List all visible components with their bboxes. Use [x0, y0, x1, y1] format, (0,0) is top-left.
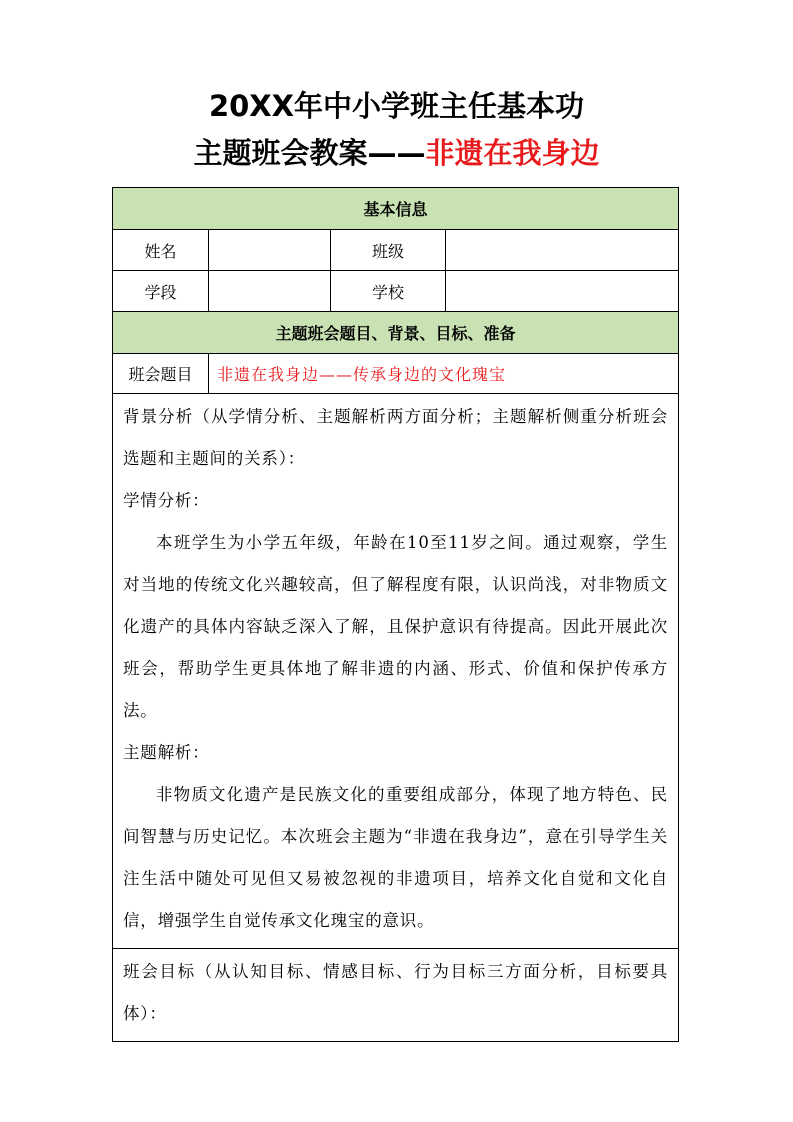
- topic-label: 班会题目: [113, 354, 209, 394]
- background-analysis-cell: [113, 394, 679, 949]
- topic-value: 非遗在我身边——传承身边的文化瑰宝: [209, 354, 679, 394]
- theme-analysis-text: 非物质文化遗产是民族文化的重要组成部分，体现了地方特色、民间智慧与历史记忆。本次班会主题为“非遗在我身边”，意在引导学生关注生活中随处可见但又易被忽视的非遗项目，培养文化自觉和文化自信，增强学生自觉传承文化瑰宝的意识。: [123, 785, 669, 930]
- name-value-cell[interactable]: [209, 230, 331, 271]
- student-analysis-text: 本班学生为小学五年级，年龄在10至11岁之间。通过观察，学生对当地的传统文化兴趣较高，但了解程度有限，认识尚浅，对非物质文化遗产的具体内容缺乏深入了解，且保护意识有待提高。因此开展此次班会，帮助学生更具体地了解非遗的内涵、形式、价值和保护传承方法。: [123, 533, 669, 720]
- class-label: 班级: [331, 230, 446, 271]
- document-title-line1: 20XX年中小学班主任基本功: [208, 89, 585, 123]
- background-heading: 背景分析（从学情分析、主题解析两方面分析；主题解析侧重分析班会选题和主题间的关系）：: [123, 407, 669, 468]
- stage-label: 学段: [113, 271, 209, 312]
- document-title-line2: [0, 133, 793, 173]
- goals-heading: 班会目标（从认知目标、情感目标、行为目标三方面分析，目标要具体）：: [123, 962, 669, 1023]
- title-prefix: 主题班会教案——: [193, 136, 426, 170]
- title-theme-highlight: 非遗在我身边: [425, 136, 600, 170]
- lesson-plan-table: [112, 187, 679, 1042]
- section-header-basic-info: 基本信息: [113, 188, 679, 230]
- section-header-topic-background: 主题班会题目、背景、目标、准备: [113, 312, 679, 354]
- theme-analysis-heading: 主题解析：: [123, 743, 210, 762]
- school-label: 学校: [331, 271, 446, 312]
- class-value-cell[interactable]: [446, 230, 679, 271]
- name-label: 姓名: [113, 230, 209, 271]
- school-value-cell[interactable]: [446, 271, 679, 312]
- stage-value-cell[interactable]: [209, 271, 331, 312]
- student-analysis-heading: 学情分析：: [123, 491, 210, 510]
- goals-cell: [113, 949, 679, 1042]
